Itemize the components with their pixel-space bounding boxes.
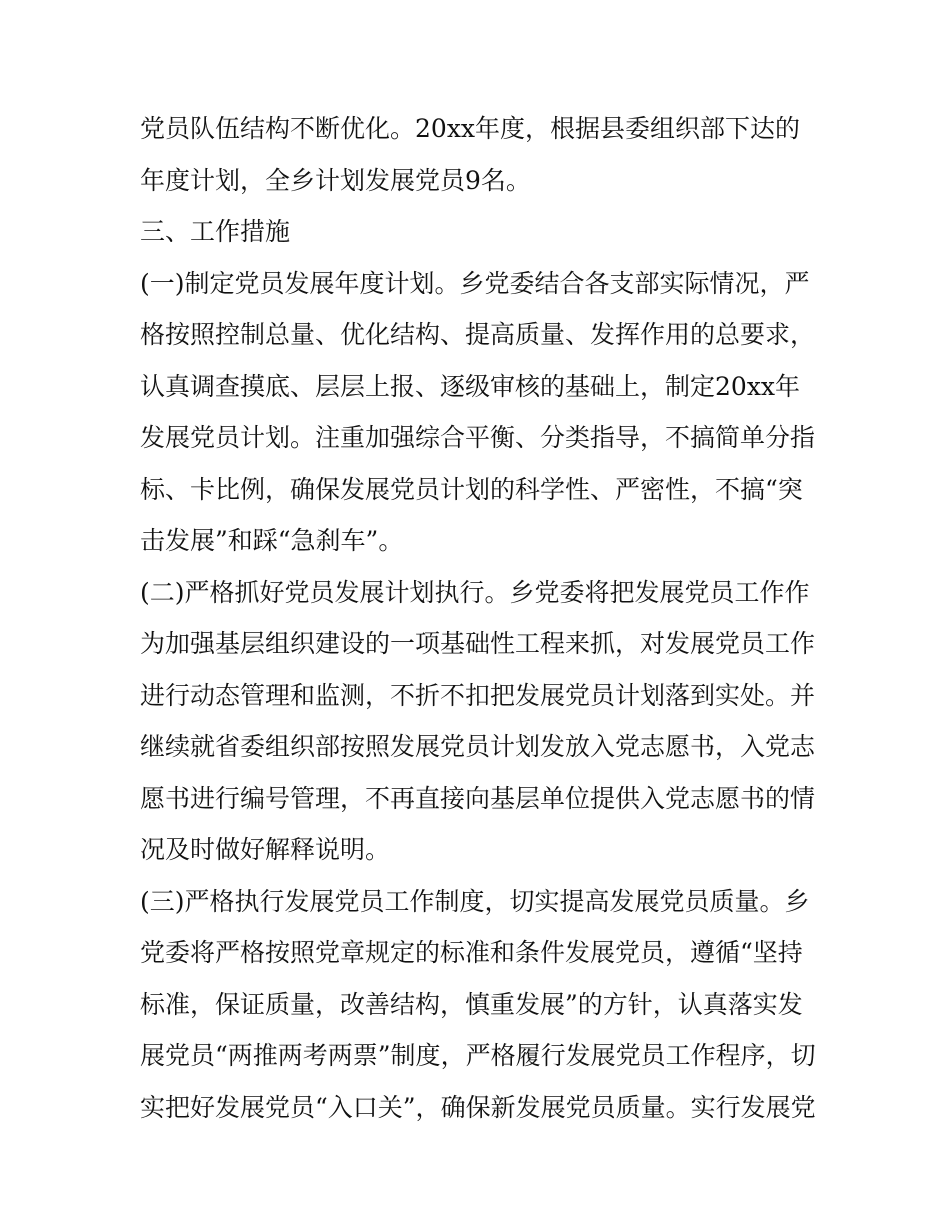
text-line: 发展党员计划。注重加强综合平衡、分类指导，不搞简单分指 xyxy=(140,423,816,452)
text-line: (二)严格抓好党员发展计划执行。乡党委将把发展党员工作作 xyxy=(140,577,810,607)
text-line: 实把好发展党员“入口关”，确保新发展党员质量。实行发展党 xyxy=(140,1092,816,1122)
text-line: 认真调查摸底、层层上报、逐级审核的基础上，制定20xx年 xyxy=(140,371,801,401)
text-line: 况及时做好解释说明。 xyxy=(140,835,391,864)
text-line: 继续就省委组织部按照发展党员计划发放入党志愿书，入党志 xyxy=(140,732,816,761)
text-line: 为加强基层组织建设的一项基础性工程来抓，对发展党员工作 xyxy=(140,629,816,658)
text-line: 进行动态管理和监测，不折不扣把发展党员计划落到实处。并 xyxy=(140,680,816,710)
document-body xyxy=(140,103,820,1133)
text-line: 击发展”和踩“急刹车”。 xyxy=(140,526,404,555)
text-line: 年度计划，全乡计划发展党员9名。 xyxy=(140,165,531,195)
text-line: 标准，保证质量，改善结构，慎重发展”的方针，认真落实发 xyxy=(140,989,803,1019)
text-line: 标、卡比例，确保发展党员计划的科学性、严密性，不搞“突 xyxy=(140,474,803,504)
text-line: 党委将严格按照党章规定的标准和条件发展党员，遵循“坚持 xyxy=(140,938,803,967)
text-line: 愿书进行编号管理，不再直接向基层单位提供入党志愿书的情 xyxy=(140,783,816,813)
text-line: 格按照控制总量、优化结构、提高质量、发挥作用的总要求， xyxy=(140,320,816,349)
text-line: (一)制定党员发展年度计划。乡党委结合各支部实际情况，严 xyxy=(140,268,810,298)
section-heading: 三、工作措施 xyxy=(140,217,291,246)
text-line: 党员队伍结构不断优化。20xx年度，根据县委组织部下达的 xyxy=(140,114,801,143)
text-line: 展党员“两推两考两票”制度，严格履行发展党员工作程序，切 xyxy=(140,1041,816,1070)
text-line: (三)严格执行发展党员工作制度，切实提高发展党员质量。乡 xyxy=(140,886,810,916)
